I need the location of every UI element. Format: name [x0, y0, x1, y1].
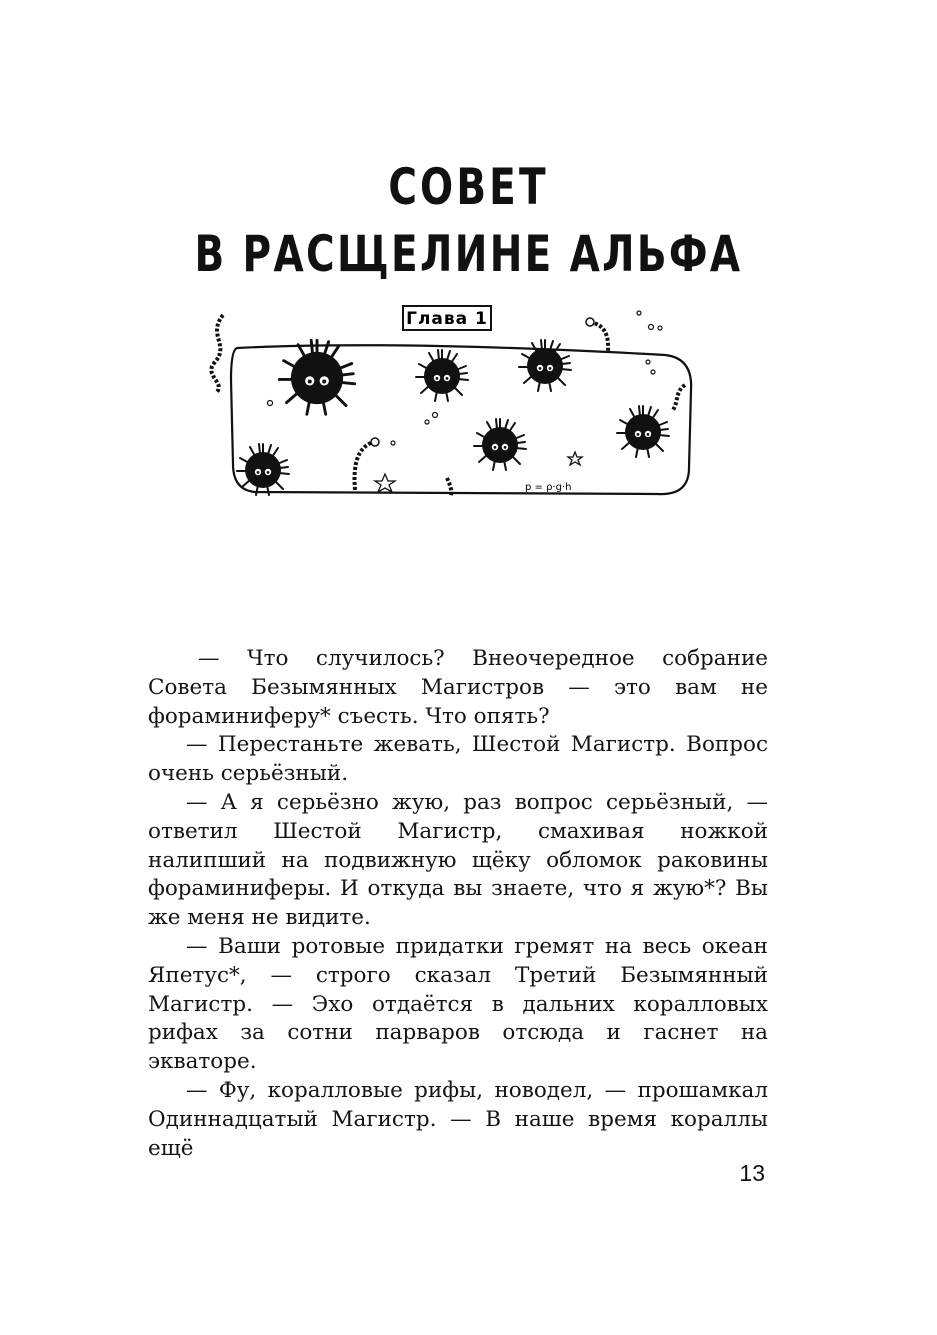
worm-bottom [355, 442, 373, 490]
chapter-title-line-2: В РАСЩЕЛИНЕ АЛЬФА [194, 225, 743, 283]
worm-left [211, 315, 223, 392]
chapter-illustration [195, 300, 705, 510]
creature-lower-center [474, 419, 526, 470]
paragraph-3: — А я серьёзно жую, раз вопрос серьёзный, — ответил Шестой Магистр, смахивая ножкой налипший на подвижную щёку обломок раковины фораминиферы. И откуда вы знаете, что я жую*? Вы же меня не видите. [148, 789, 768, 931]
formula-text: p = ρ·g·h [525, 482, 572, 493]
page-number: 13 [739, 1160, 765, 1186]
creature-bottom-left [237, 444, 289, 495]
paragraph-4: — Ваши ротовые придатки гремят на весь океан Япетус*, — строго сказал Третий Безымянный Магистр. — Эхо отдаётся в дальних коралловых рифах за сотни парваров отсюда и гаснет на экваторе. [148, 933, 768, 1075]
worm-right [673, 385, 685, 410]
paragraph-2: — Перестаньте жевать, Шестой Магистр. Вопрос очень серьёзный. [148, 732, 768, 787]
creature-large [279, 340, 354, 414]
paragraph-1: — Что случилось? Внеочередное собрание Совета Безымянных Магистров — это вам не фораминиферу* съесть. Что опять? [148, 646, 768, 729]
chapter-title-line-1: СОВЕТ [388, 158, 549, 216]
worm-top-right [590, 322, 608, 352]
creature-right [617, 406, 669, 457]
creature-center [416, 350, 468, 401]
chapter-body-text [148, 645, 768, 1163]
paragraph-5: — Фу, коралловые рифы, новодел, — прошамкал Одиннадцатый Магистр. — В наше время кораллы ещё [148, 1077, 768, 1161]
chapter-label: Глава 1 [406, 309, 488, 329]
